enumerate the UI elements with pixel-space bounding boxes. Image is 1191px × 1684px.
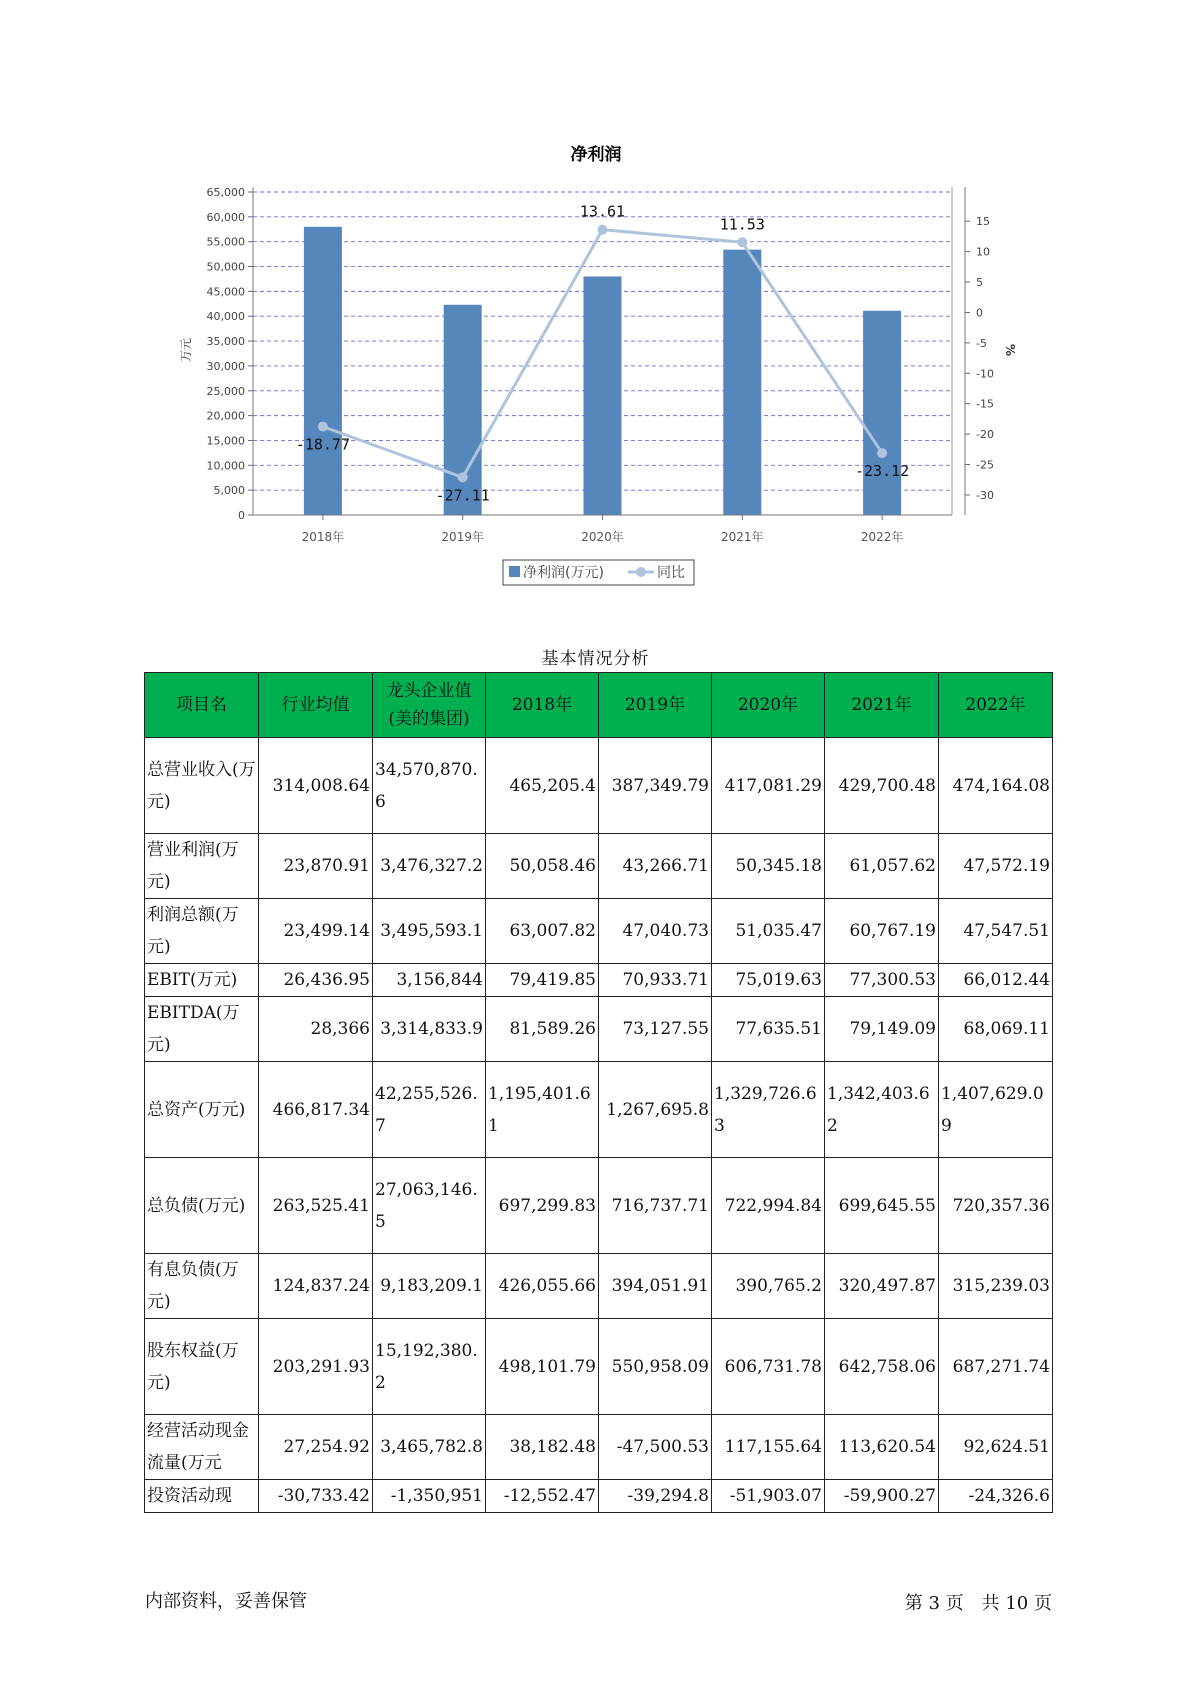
- x-tick-label: 2018年: [301, 530, 345, 544]
- value-cell: 63,007.82: [486, 899, 599, 964]
- x-tick-label: 2020年: [581, 530, 624, 544]
- value-cell: 426,055.66: [486, 1254, 599, 1319]
- value-cell: 66,012.44: [939, 964, 1053, 997]
- row-label-cell: EBITDA(万元): [145, 997, 259, 1062]
- yoy-point: [458, 472, 468, 482]
- y2-tick-label: 0: [976, 306, 983, 320]
- value-cell: 73,127.55: [599, 997, 712, 1062]
- value-cell: 28,366: [259, 997, 373, 1062]
- value-cell: -59,900.27: [825, 1480, 939, 1513]
- value-cell: 320,497.87: [825, 1254, 939, 1319]
- y-tick-label: 15,000: [206, 434, 245, 448]
- value-cell: 77,635.51: [712, 997, 825, 1062]
- bar-net-profit: [444, 305, 482, 515]
- value-cell: 81,589.26: [486, 997, 599, 1062]
- table-body: [145, 738, 1053, 1513]
- net-profit-chart: [0, 0, 1191, 600]
- value-cell: 3,476,327.2: [373, 834, 486, 899]
- value-cell: 3,465,782.8: [373, 1415, 486, 1480]
- value-cell: 465,205.4: [486, 738, 599, 834]
- row-label-cell: 有息负债(万元): [145, 1254, 259, 1319]
- row-label-cell: EBIT(万元): [145, 964, 259, 997]
- y-tick-label: 5,000: [213, 484, 245, 498]
- value-cell: 474,164.08: [939, 738, 1053, 834]
- value-cell: 1,342,403.62: [825, 1062, 939, 1158]
- y-axis-label: 万元: [179, 337, 193, 363]
- value-cell: -51,903.07: [712, 1480, 825, 1513]
- row-label-cell: 总营业收入(万元): [145, 738, 259, 834]
- value-cell: 42,255,526.7: [373, 1062, 486, 1158]
- table-row: [145, 964, 1053, 997]
- y2-tick-label: -30: [976, 488, 994, 502]
- column-header: 项目名: [145, 673, 259, 738]
- value-cell: 394,051.91: [599, 1254, 712, 1319]
- table-title: 基本情况分析: [541, 649, 650, 669]
- value-cell: 50,345.18: [712, 834, 825, 899]
- value-cell: 1,407,629.09: [939, 1062, 1053, 1158]
- bar-net-profit: [723, 250, 761, 515]
- y2-axis-label: %: [1003, 343, 1017, 357]
- value-cell: 687,271.74: [939, 1319, 1053, 1415]
- value-cell: 70,933.71: [599, 964, 712, 997]
- value-cell: 79,419.85: [486, 964, 599, 997]
- y-tick-label: 40,000: [206, 310, 245, 324]
- x-tick-label: 2019年: [441, 530, 484, 544]
- value-cell: -24,326.6: [939, 1480, 1053, 1513]
- value-cell: 498,101.79: [486, 1319, 599, 1415]
- yoy-data-label: 13.61: [579, 202, 626, 221]
- bar-net-profit: [863, 311, 901, 515]
- y-tick-label: 25,000: [206, 384, 245, 398]
- value-cell: 1,329,726.63: [712, 1062, 825, 1158]
- value-cell: 113,620.54: [825, 1415, 939, 1480]
- value-cell: 27,254.92: [259, 1415, 373, 1480]
- value-cell: 124,837.24: [259, 1254, 373, 1319]
- column-header: 2020年: [712, 673, 825, 738]
- value-cell: 429,700.48: [825, 738, 939, 834]
- table-row: [145, 1158, 1053, 1254]
- y2-tick-label: -5: [976, 336, 987, 350]
- y-tick-label: 0: [238, 509, 245, 522]
- bar-net-profit: [304, 227, 342, 515]
- row-label-cell: 经营活动现金流量(万元: [145, 1415, 259, 1480]
- value-cell: 38,182.48: [486, 1415, 599, 1480]
- table-row: [145, 738, 1053, 834]
- basic-analysis-table: [144, 672, 1053, 1513]
- value-cell: 699,645.55: [825, 1158, 939, 1254]
- value-cell: 3,495,593.1: [373, 899, 486, 964]
- current-page: 3: [928, 1593, 940, 1614]
- footer-page-number: [905, 1589, 1052, 1615]
- table-row: [145, 834, 1053, 899]
- value-cell: 9,183,209.1: [373, 1254, 486, 1319]
- yoy-data-label: 11.53: [719, 215, 765, 234]
- page-mid: 页 共: [945, 1593, 1000, 1614]
- table-row: [145, 1415, 1053, 1480]
- value-cell: 466,817.34: [259, 1062, 373, 1158]
- value-cell: 27,063,146.5: [373, 1158, 486, 1254]
- value-cell: 92,624.51: [939, 1415, 1053, 1480]
- yoy-point: [318, 422, 328, 432]
- y-tick-label: 60,000: [206, 210, 245, 224]
- value-cell: 642,758.06: [825, 1319, 939, 1415]
- value-cell: -12,552.47: [486, 1480, 599, 1513]
- y2-tick-label: -10: [976, 367, 994, 381]
- legend-line-marker: [636, 567, 646, 577]
- value-cell: 716,737.71: [599, 1158, 712, 1254]
- legend-bar-swatch: [509, 566, 520, 577]
- value-cell: -1,350,951: [373, 1480, 486, 1513]
- y-tick-label: 45,000: [206, 285, 245, 299]
- column-header: 2019年: [599, 673, 712, 738]
- legend-line-label: 同比: [657, 565, 685, 581]
- value-cell: 75,019.63: [712, 964, 825, 997]
- page-prefix: 第: [904, 1593, 923, 1614]
- yoy-data-label: -18.77: [295, 435, 350, 454]
- y2-tick-label: -15: [976, 397, 994, 411]
- row-label-cell: 营业利润(万元): [145, 834, 259, 899]
- y2-tick-label: -20: [976, 428, 994, 442]
- yoy-point: [598, 225, 608, 235]
- total-pages: 10: [1005, 1593, 1029, 1614]
- value-cell: 117,155.64: [712, 1415, 825, 1480]
- value-cell: 387,349.79: [599, 738, 712, 834]
- y-tick-label: 35,000: [206, 335, 245, 349]
- table-row: [145, 997, 1053, 1062]
- value-cell: 3,314,833.9: [373, 997, 486, 1062]
- value-cell: 79,149.09: [825, 997, 939, 1062]
- table-row: [145, 1480, 1053, 1513]
- table-row: [145, 1062, 1053, 1158]
- chart-legend: [503, 560, 694, 585]
- value-cell: 1,267,695.8: [599, 1062, 712, 1158]
- value-cell: 43,266.71: [599, 834, 712, 899]
- yoy-data-label: -23.12: [855, 462, 910, 481]
- value-cell: 47,572.19: [939, 834, 1053, 899]
- yoy-point: [877, 448, 887, 458]
- row-label-cell: 总负债(万元): [145, 1158, 259, 1254]
- legend-bar-label: 净利润(万元): [523, 565, 604, 581]
- value-cell: 1,195,401.61: [486, 1062, 599, 1158]
- y-tick-label: 30,000: [206, 359, 245, 373]
- bar-net-profit: [584, 276, 622, 515]
- value-cell: -39,294.8: [599, 1480, 712, 1513]
- column-header: 2022年: [939, 673, 1053, 738]
- row-label-cell: 股东权益(万元): [145, 1319, 259, 1415]
- y2-tick-label: -25: [976, 458, 994, 472]
- value-cell: 50,058.46: [486, 834, 599, 899]
- row-label-cell: 投资活动现: [145, 1480, 259, 1513]
- value-cell: -30,733.42: [259, 1480, 373, 1513]
- value-cell: 203,291.93: [259, 1319, 373, 1415]
- value-cell: 550,958.09: [599, 1319, 712, 1415]
- x-tick-label: 2022年: [860, 530, 904, 544]
- value-cell: 51,035.47: [712, 899, 825, 964]
- footer-confidential-note: 内部资料，妥善保管: [145, 1591, 307, 1612]
- value-cell: 77,300.53: [825, 964, 939, 997]
- chart-title: 净利润: [570, 145, 622, 165]
- page-suffix: 页: [1034, 1593, 1052, 1614]
- value-cell: 3,156,844: [373, 964, 486, 997]
- row-label-cell: 利润总额(万元): [145, 899, 259, 964]
- column-header: 行业均值: [259, 673, 373, 738]
- column-header: 2021年: [825, 673, 939, 738]
- y2-tick-label: 15: [976, 215, 990, 229]
- value-cell: 61,057.62: [825, 834, 939, 899]
- table-row: [145, 1254, 1053, 1319]
- column-header: 2018年: [486, 673, 599, 738]
- yoy-point: [737, 237, 747, 247]
- y-tick-label: 50,000: [206, 260, 245, 274]
- value-cell: 15,192,380.2: [373, 1319, 486, 1415]
- value-cell: 314,008.64: [259, 738, 373, 834]
- value-cell: 315,239.03: [939, 1254, 1053, 1319]
- value-cell: 34,570,870.6: [373, 738, 486, 834]
- value-cell: 697,299.83: [486, 1158, 599, 1254]
- value-cell: 60,767.19: [825, 899, 939, 964]
- row-label-cell: 总资产(万元): [145, 1062, 259, 1158]
- value-cell: 26,436.95: [259, 964, 373, 997]
- value-cell: 417,081.29: [712, 738, 825, 834]
- value-cell: 720,357.36: [939, 1158, 1053, 1254]
- y-tick-label: 65,000: [206, 186, 245, 199]
- y2-tick-label: 10: [976, 245, 990, 259]
- value-cell: 722,994.84: [712, 1158, 825, 1254]
- value-cell: 263,525.41: [259, 1158, 373, 1254]
- value-cell: 23,870.91: [259, 834, 373, 899]
- value-cell: 23,499.14: [259, 899, 373, 964]
- yoy-data-label: -27.11: [435, 486, 490, 505]
- y2-tick-label: 5: [976, 276, 983, 290]
- y-tick-label: 10,000: [206, 459, 245, 473]
- table-row: [145, 899, 1053, 964]
- table-header-row: [145, 673, 1053, 738]
- value-cell: 606,731.78: [712, 1319, 825, 1415]
- value-cell: -47,500.53: [599, 1415, 712, 1480]
- value-cell: 68,069.11: [939, 997, 1053, 1062]
- value-cell: 390,765.2: [712, 1254, 825, 1319]
- y-tick-label: 55,000: [206, 235, 245, 249]
- column-header: 龙头企业值(美的集团): [373, 673, 486, 738]
- table-row: [145, 1319, 1053, 1415]
- x-tick-label: 2021年: [721, 530, 764, 544]
- value-cell: 47,040.73: [599, 899, 712, 964]
- y-tick-label: 20,000: [206, 409, 245, 423]
- value-cell: 47,547.51: [939, 899, 1053, 964]
- bar-series-layer: [304, 227, 901, 515]
